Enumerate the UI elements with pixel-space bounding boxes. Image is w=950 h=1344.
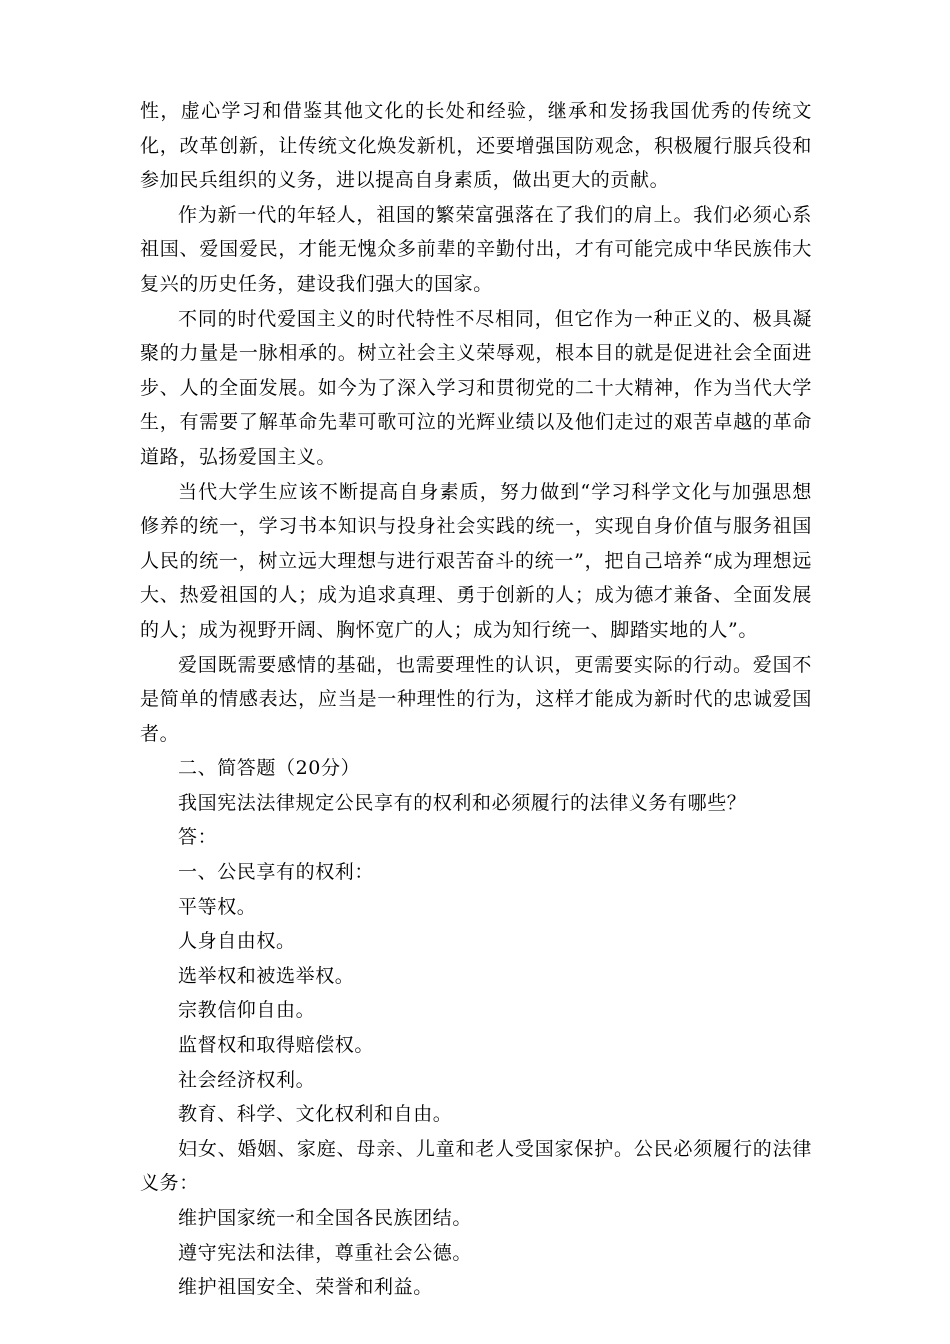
list-item: 维护祖国安全、荣誉和利益。 [178, 1276, 433, 1299]
list-item: 平等权。 [178, 895, 257, 918]
paragraph-rational-patriotism: 爱国既需要感情的基础，也需要理性的认识，更需要实际的行动。爱国不是简单的情感表达，应当是一种理性的行为，这样才能成为新时代的忠诚爱国者。 [140, 653, 812, 745]
question-text: 我国宪法法律规定公民享有的权利和必须履行的法律义务有哪些？ [178, 791, 747, 814]
list-item: 教育、科学、文化权利和自由。 [178, 1103, 453, 1126]
paragraph-continuation: 性，虚心学习和借鉴其他文化的长处和经验，继承和发扬我国优秀的传统文化，改革创新，让传统文化焕发新机，还要增强国防观念，积极履行服兵役和参加民兵组织的义务，进以提高自身素质，做出更大的贡献。 [140, 100, 812, 192]
rights-heading: 一、公民享有的权利： [178, 861, 375, 884]
list-item: 维护国家统一和全国各民族团结。 [178, 1207, 473, 1229]
list-item: 社会经济权利。 [178, 1068, 316, 1091]
document-page [140, 94, 812, 1305]
paragraph-patriotism-era: 不同的时代爱国主义的时代特性不尽相同，但它作为一种正义的、极具凝聚的力量是一脉相承的。树立社会主义荣辱观，根本目的就是促进社会全面进步、人的全面发展。如今为了深入学习和贯彻党的二十大精神，作为当代大学生，有需要了解革命先辈可歌可泣的光辉业绩以及他们走过的艰苦卓越的革命道路，弘扬爱国主义。 [140, 307, 812, 468]
list-item: 妇女、婚姻、家庭、母亲、儿童和老人受国家保护。公民必须履行的法律义务： [140, 1137, 812, 1195]
list-item: 遵守宪法和法律，尊重社会公德。 [178, 1241, 473, 1264]
answer-label: 答： [178, 826, 218, 849]
list-item: 选举权和被选举权。 [178, 964, 355, 987]
list-item: 人身自由权。 [178, 930, 296, 953]
paragraph-student-quality: 当代大学生应该不断提高自身素质，努力做到“学习科学文化与加强思想修养的统一，学习书本知识与投身社会实践的统一，实现自身价值与服务祖国人民的统一，树立远大理想与进行艰苦奋斗的统一”，把自己培养“成为理想远大、热爱祖国的人；成为追求真理、勇于创新的人；成为德才兼备、全面发展的人；成为视野开阔、胸怀宽广的人；成为知行统一、脚踏实地的人”。 [140, 480, 812, 641]
list-item: 宗教信仰自由。 [178, 999, 316, 1022]
section-heading-short-answer: 二、简答题（20分） [178, 757, 361, 780]
paragraph-young-generation: 作为新一代的年轻人，祖国的繁荣富强落在了我们的肩上。我们必须心系祖国、爱国爱民，才能无愧众多前辈的辛勤付出，才有可能完成中华民族伟大复兴的历史任务，建设我们强大的国家。 [140, 203, 812, 295]
list-item: 监督权和取得赔偿权。 [178, 1034, 375, 1057]
